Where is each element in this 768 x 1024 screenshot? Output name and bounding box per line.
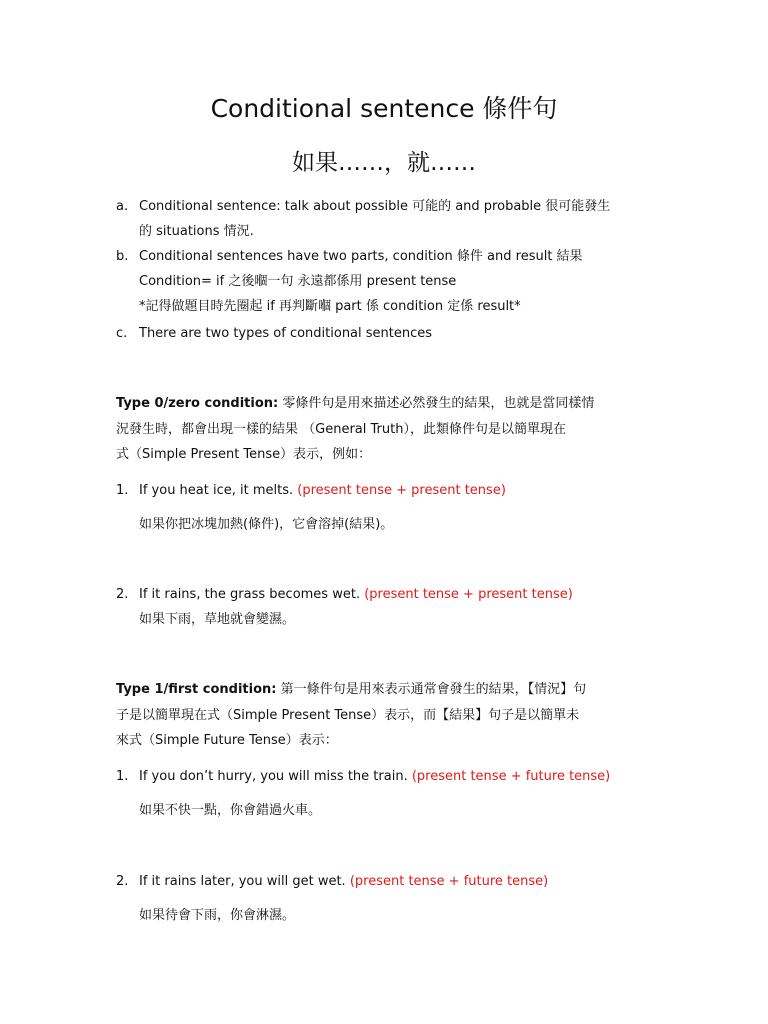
type0-example1-chinese: 如果你把冰塊加熱(條件)，它會溶掉(結果)。 xyxy=(139,517,394,532)
type1-heading: Type 1/first condition: xyxy=(116,682,277,697)
type1-example2-sentence xyxy=(139,872,659,892)
type1-text-line3: 來式（Simple Future Tense）表示： xyxy=(116,733,338,748)
type1-example2-english: If it rains later, you will get wet. xyxy=(139,874,350,889)
type0-text-line3: 式（Simple Present Tense）表示，例如： xyxy=(116,447,372,462)
type1-paragraph-line1 xyxy=(116,677,656,703)
intro-a-line2: 的 situations 情況. xyxy=(139,224,254,239)
type0-text-line1: 零條件句是用來描述必然發生的結果，也就是當同樣情 xyxy=(282,396,595,411)
type0-example2-tag: (present tense + present tense) xyxy=(364,587,573,602)
type0-example1-tag: (present tense + present tense) xyxy=(297,483,506,498)
type0-text-line2: 況發生時，都會出現一樣的結果 （General Truth），此類條件句是以簡單現在 xyxy=(116,422,566,437)
type0-heading: Type 0/zero condition: xyxy=(116,396,279,411)
type1-example1-english: If you don’t hurry, you will miss the train. xyxy=(139,769,412,784)
type1-example1-number: 1. xyxy=(116,769,129,784)
page-subtitle: 如果……，就…… xyxy=(292,150,476,176)
type0-paragraph-line1 xyxy=(116,391,656,417)
intro-a-line1: Conditional sentence: talk about possible 可能的 and probable 很可能發生 xyxy=(139,199,611,214)
type0-example2-sentence xyxy=(139,585,659,605)
list-marker-c: c. xyxy=(116,326,128,341)
list-marker-b: b. xyxy=(116,249,129,264)
type1-example1-chinese: 如果不快一點，你會錯過火車。 xyxy=(139,803,322,818)
type1-example2-number: 2. xyxy=(116,874,129,889)
type1-example2-tag: (present tense + future tense) xyxy=(349,874,549,889)
intro-c-line1: There are two types of conditional sentences xyxy=(139,326,433,341)
type1-text-line2: 子是以簡單現在式（Simple Present Tense）表示，而【結果】句子是以簡單未 xyxy=(116,708,580,723)
type1-example1-sentence xyxy=(139,767,659,787)
intro-b-line3: *記得做題目時先圈起 if 再判斷嗰 part 係 condition 定係 result* xyxy=(139,299,521,314)
list-marker-a: a. xyxy=(116,199,129,214)
type0-example1-number: 1. xyxy=(116,483,129,498)
type1-example2-chinese: 如果待會下雨，你會淋濕。 xyxy=(139,908,296,923)
intro-b-line1: Conditional sentences have two parts, condition 條件 and result 結果 xyxy=(139,249,583,264)
type0-example1-english: If you heat ice, it melts. xyxy=(139,483,298,498)
type1-example1-tag: (present tense + future tense) xyxy=(411,769,611,784)
type0-example2-number: 2. xyxy=(116,587,129,602)
type0-example2-chinese: 如果下雨，草地就會變濕。 xyxy=(139,612,296,627)
type1-text-line1: 第一條件句是用來表示通常會發生的結果，【情況】句 xyxy=(280,682,587,697)
intro-b-line2: Condition= if 之後嗰一句 永遠都係用 present tense xyxy=(139,274,457,289)
type0-example2-english: If it rains, the grass becomes wet. xyxy=(139,587,365,602)
type0-example1-sentence xyxy=(139,481,659,501)
page-title: Conditional sentence 條件句 xyxy=(210,94,558,123)
